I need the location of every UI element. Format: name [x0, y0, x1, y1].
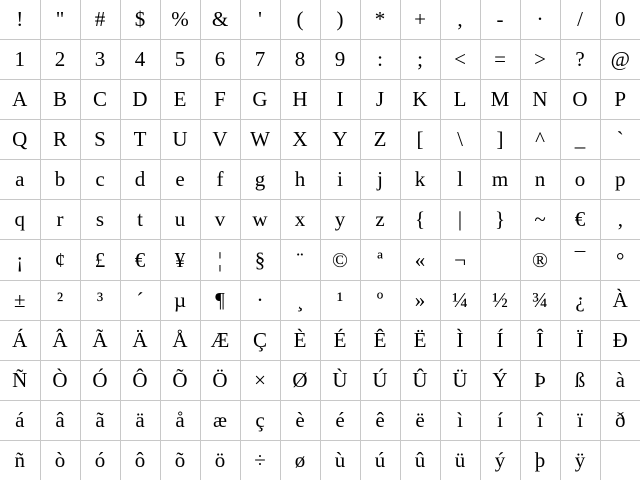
glyph-cell[interactable]: í: [480, 401, 520, 441]
glyph-cell[interactable]: ): [320, 0, 360, 39]
glyph-cell[interactable]: G: [240, 79, 280, 119]
glyph-cell[interactable]: ú: [360, 441, 400, 480]
glyph-cell[interactable]: î: [520, 401, 560, 441]
glyph-row: [0, 200, 640, 240]
glyph-cell[interactable]: q: [0, 200, 40, 240]
glyph-cell[interactable]: °: [600, 240, 640, 280]
glyph-cell[interactable]: &: [200, 0, 240, 39]
glyph-cell[interactable]: Þ: [520, 360, 560, 400]
glyph-cell[interactable]: ¡: [0, 240, 40, 280]
glyph-cell[interactable]: v: [200, 200, 240, 240]
glyph-cell[interactable]: 3: [80, 39, 120, 79]
glyph-cell[interactable]: ¥: [160, 240, 200, 280]
glyph-cell[interactable]: P: [600, 79, 640, 119]
glyph-cell[interactable]: ×: [240, 360, 280, 400]
glyph-cell[interactable]: »: [400, 280, 440, 320]
glyph-cell[interactable]: ¶: [200, 280, 240, 320]
glyph-cell[interactable]: [: [400, 120, 440, 160]
glyph-cell[interactable]: Ï: [560, 320, 600, 360]
glyph-cell[interactable]: ç: [240, 401, 280, 441]
glyph-cell[interactable]: X: [280, 120, 320, 160]
glyph-cell[interactable]: D: [120, 79, 160, 119]
glyph-cell[interactable]: Ç: [240, 320, 280, 360]
glyph-row: [0, 320, 640, 360]
glyph-cell[interactable]: ‚: [600, 200, 640, 240]
glyph-cell[interactable]: ,: [440, 0, 480, 39]
glyph-cell[interactable]: ÷: [240, 441, 280, 480]
glyph-cell[interactable]: Ý: [480, 360, 520, 400]
glyph-cell[interactable]: a: [0, 160, 40, 200]
glyph-cell[interactable]: æ: [200, 401, 240, 441]
glyph-cell[interactable]: <: [440, 39, 480, 79]
glyph-cell[interactable]: /: [560, 0, 600, 39]
glyph-cell[interactable]: 8: [280, 39, 320, 79]
glyph-row: [0, 160, 640, 200]
glyph-cell[interactable]: ½: [480, 280, 520, 320]
glyph-cell[interactable]: É: [320, 320, 360, 360]
glyph-cell[interactable]: ¹: [320, 280, 360, 320]
glyph-cell[interactable]: ®: [520, 240, 560, 280]
glyph-cell[interactable]: f: [200, 160, 240, 200]
glyph-cell[interactable]: µ: [160, 280, 200, 320]
glyph-cell[interactable]: À: [600, 280, 640, 320]
glyph-cell[interactable]: Ì: [440, 320, 480, 360]
glyph-cell[interactable]: \: [440, 120, 480, 160]
glyph-cell[interactable]: o: [560, 160, 600, 200]
glyph-cell[interactable]: *: [360, 0, 400, 39]
glyph-cell[interactable]: â: [40, 401, 80, 441]
glyph-cell[interactable]: Ö: [200, 360, 240, 400]
glyph-cell[interactable]: ü: [440, 441, 480, 480]
glyph-cell[interactable]: N: [520, 79, 560, 119]
glyph-cell[interactable]: }: [480, 200, 520, 240]
glyph-cell[interactable]: ": [40, 0, 80, 39]
glyph-cell[interactable]: Û: [400, 360, 440, 400]
glyph-cell[interactable]: O: [560, 79, 600, 119]
glyph-cell[interactable]: Í: [480, 320, 520, 360]
glyph-cell[interactable]: Ò: [40, 360, 80, 400]
glyph-cell[interactable]: B: [40, 79, 80, 119]
glyph-cell[interactable]: U: [160, 120, 200, 160]
glyph-row: [0, 240, 640, 280]
glyph-cell[interactable]: Ø: [280, 360, 320, 400]
glyph-cell[interactable]: 5: [160, 39, 200, 79]
glyph-cell[interactable]: ]: [480, 120, 520, 160]
glyph-cell[interactable]: º: [360, 280, 400, 320]
glyph-cell[interactable]: ~: [520, 200, 560, 240]
glyph-cell[interactable]: y: [320, 200, 360, 240]
glyph-cell[interactable]: s: [80, 200, 120, 240]
glyph-cell[interactable]: ;: [400, 39, 440, 79]
glyph-row: [0, 360, 640, 400]
glyph-cell[interactable]: r: [40, 200, 80, 240]
glyph-cell[interactable]: ¿: [560, 280, 600, 320]
glyph-cell[interactable]: (: [280, 0, 320, 39]
glyph-cell[interactable]: Y: [320, 120, 360, 160]
glyph-cell[interactable]: ñ: [0, 441, 40, 480]
glyph-cell[interactable]: C: [80, 79, 120, 119]
glyph-cell[interactable]: x: [280, 200, 320, 240]
glyph-cell[interactable]: ¨: [280, 240, 320, 280]
glyph-cell[interactable]: @: [600, 39, 640, 79]
glyph-cell[interactable]: 7: [240, 39, 280, 79]
glyph-cell[interactable]: j: [360, 160, 400, 200]
glyph-cell[interactable]: !: [0, 0, 40, 39]
glyph-cell[interactable]: `: [600, 120, 640, 160]
glyph-cell[interactable]: Á: [0, 320, 40, 360]
glyph-cell[interactable]: Ü: [440, 360, 480, 400]
glyph-cell[interactable]: á: [0, 401, 40, 441]
glyph-cell[interactable]: þ: [520, 441, 560, 480]
glyph-cell[interactable]: 1: [0, 39, 40, 79]
glyph-cell[interactable]: û: [400, 441, 440, 480]
glyph-cell[interactable]: S: [80, 120, 120, 160]
glyph-cell[interactable]: ´: [120, 280, 160, 320]
glyph-cell[interactable]: ë: [400, 401, 440, 441]
glyph-cell[interactable]: è: [280, 401, 320, 441]
glyph-cell[interactable]: c: [80, 160, 120, 200]
glyph-cell[interactable]: [600, 441, 640, 480]
glyph-cell[interactable]: ¢: [40, 240, 80, 280]
glyph-cell[interactable]: ã: [80, 401, 120, 441]
glyph-cell[interactable]: H: [280, 79, 320, 119]
glyph-cell[interactable]: 6: [200, 39, 240, 79]
glyph-cell[interactable]: Æ: [200, 320, 240, 360]
glyph-row: [0, 441, 640, 480]
glyph-cell[interactable]: %: [160, 0, 200, 39]
glyph-cell[interactable]: ²: [40, 280, 80, 320]
glyph-cell[interactable]: L: [440, 79, 480, 119]
glyph-cell[interactable]: M: [480, 79, 520, 119]
glyph-cell[interactable]: ¾: [520, 280, 560, 320]
glyph-cell[interactable]: ·: [240, 280, 280, 320]
glyph-cell[interactable]: £: [80, 240, 120, 280]
glyph-cell[interactable]: ò: [40, 441, 80, 480]
glyph-cell[interactable]: ': [240, 0, 280, 39]
glyph-cell[interactable]: Ê: [360, 320, 400, 360]
glyph-cell[interactable]: ª: [360, 240, 400, 280]
glyph-cell[interactable]: ?: [560, 39, 600, 79]
glyph-cell[interactable]: Ä: [120, 320, 160, 360]
glyph-cell[interactable]: k: [400, 160, 440, 200]
glyph-cell[interactable]: t: [120, 200, 160, 240]
glyph-row: [0, 79, 640, 119]
glyph-cell[interactable]: +: [400, 0, 440, 39]
glyph-cell[interactable]: h: [280, 160, 320, 200]
glyph-cell[interactable]: [480, 240, 520, 280]
glyph-cell[interactable]: €: [560, 200, 600, 240]
glyph-row: [0, 0, 640, 39]
glyph-cell[interactable]: ö: [200, 441, 240, 480]
glyph-cell[interactable]: -: [480, 0, 520, 39]
glyph-cell[interactable]: =: [480, 39, 520, 79]
glyph-cell[interactable]: g: [240, 160, 280, 200]
glyph-cell[interactable]: Q: [0, 120, 40, 160]
glyph-cell[interactable]: Ô: [120, 360, 160, 400]
glyph-cell[interactable]: é: [320, 401, 360, 441]
glyph-row: [0, 39, 640, 79]
glyph-cell[interactable]: Î: [520, 320, 560, 360]
glyph-cell[interactable]: $: [120, 0, 160, 39]
glyph-cell[interactable]: 0: [600, 0, 640, 39]
glyph-cell[interactable]: ý: [480, 441, 520, 480]
glyph-cell[interactable]: ³: [80, 280, 120, 320]
glyph-cell[interactable]: ©: [320, 240, 360, 280]
glyph-cell[interactable]: >: [520, 39, 560, 79]
glyph-cell[interactable]: Ñ: [0, 360, 40, 400]
glyph-cell[interactable]: ì: [440, 401, 480, 441]
glyph-cell[interactable]: Â: [40, 320, 80, 360]
glyph-cell[interactable]: V: [200, 120, 240, 160]
glyph-cell[interactable]: Ë: [400, 320, 440, 360]
glyph-cell[interactable]: Ù: [320, 360, 360, 400]
glyph-cell[interactable]: ¦: [200, 240, 240, 280]
glyph-cell[interactable]: ¯: [560, 240, 600, 280]
glyph-cell[interactable]: 4: [120, 39, 160, 79]
glyph-cell[interactable]: F: [200, 79, 240, 119]
glyph-cell[interactable]: R: [40, 120, 80, 160]
glyph-cell[interactable]: E: [160, 79, 200, 119]
glyph-cell[interactable]: Õ: [160, 360, 200, 400]
glyph-cell[interactable]: u: [160, 200, 200, 240]
glyph-cell[interactable]: {: [400, 200, 440, 240]
glyph-cell[interactable]: A: [0, 79, 40, 119]
glyph-cell[interactable]: |: [440, 200, 480, 240]
glyph-cell[interactable]: Ú: [360, 360, 400, 400]
glyph-cell[interactable]: §: [240, 240, 280, 280]
glyph-cell[interactable]: ^: [520, 120, 560, 160]
glyph-cell[interactable]: #: [80, 0, 120, 39]
glyph-cell[interactable]: d: [120, 160, 160, 200]
glyph-cell[interactable]: 9: [320, 39, 360, 79]
glyph-cell[interactable]: i: [320, 160, 360, 200]
glyph-cell[interactable]: p: [600, 160, 640, 200]
glyph-cell[interactable]: T: [120, 120, 160, 160]
glyph-cell[interactable]: ¸: [280, 280, 320, 320]
glyph-cell[interactable]: z: [360, 200, 400, 240]
glyph-row: [0, 401, 640, 441]
glyph-cell[interactable]: ù: [320, 441, 360, 480]
glyph-cell[interactable]: Ã: [80, 320, 120, 360]
glyph-cell[interactable]: Ó: [80, 360, 120, 400]
glyph-cell[interactable]: ¼: [440, 280, 480, 320]
glyph-cell[interactable]: :: [360, 39, 400, 79]
glyph-cell[interactable]: ð: [600, 401, 640, 441]
glyph-cell[interactable]: b: [40, 160, 80, 200]
glyph-cell[interactable]: I: [320, 79, 360, 119]
glyph-cell[interactable]: Z: [360, 120, 400, 160]
glyph-row: [0, 120, 640, 160]
glyph-cell[interactable]: n: [520, 160, 560, 200]
glyph-cell[interactable]: «: [400, 240, 440, 280]
glyph-cell[interactable]: ï: [560, 401, 600, 441]
glyph-cell[interactable]: ß: [560, 360, 600, 400]
glyph-cell[interactable]: K: [400, 79, 440, 119]
glyph-cell[interactable]: ¬: [440, 240, 480, 280]
glyph-cell[interactable]: m: [480, 160, 520, 200]
glyph-cell[interactable]: õ: [160, 441, 200, 480]
glyph-cell[interactable]: €: [120, 240, 160, 280]
glyph-cell[interactable]: l: [440, 160, 480, 200]
glyph-cell[interactable]: ·: [520, 0, 560, 39]
glyph-cell[interactable]: ÿ: [560, 441, 600, 480]
glyph-cell[interactable]: _: [560, 120, 600, 160]
glyph-cell[interactable]: ê: [360, 401, 400, 441]
glyph-cell[interactable]: e: [160, 160, 200, 200]
glyph-cell[interactable]: J: [360, 79, 400, 119]
glyph-cell[interactable]: ä: [120, 401, 160, 441]
glyph-row: [0, 280, 640, 320]
glyph-cell[interactable]: W: [240, 120, 280, 160]
glyph-cell[interactable]: ô: [120, 441, 160, 480]
glyph-cell[interactable]: Å: [160, 320, 200, 360]
glyph-cell[interactable]: ±: [0, 280, 40, 320]
glyph-cell[interactable]: 2: [40, 39, 80, 79]
glyph-cell[interactable]: à: [600, 360, 640, 400]
glyph-cell[interactable]: È: [280, 320, 320, 360]
glyph-cell[interactable]: å: [160, 401, 200, 441]
glyph-cell[interactable]: ø: [280, 441, 320, 480]
glyph-cell[interactable]: Ð: [600, 320, 640, 360]
glyph-cell[interactable]: ó: [80, 441, 120, 480]
glyph-cell[interactable]: w: [240, 200, 280, 240]
